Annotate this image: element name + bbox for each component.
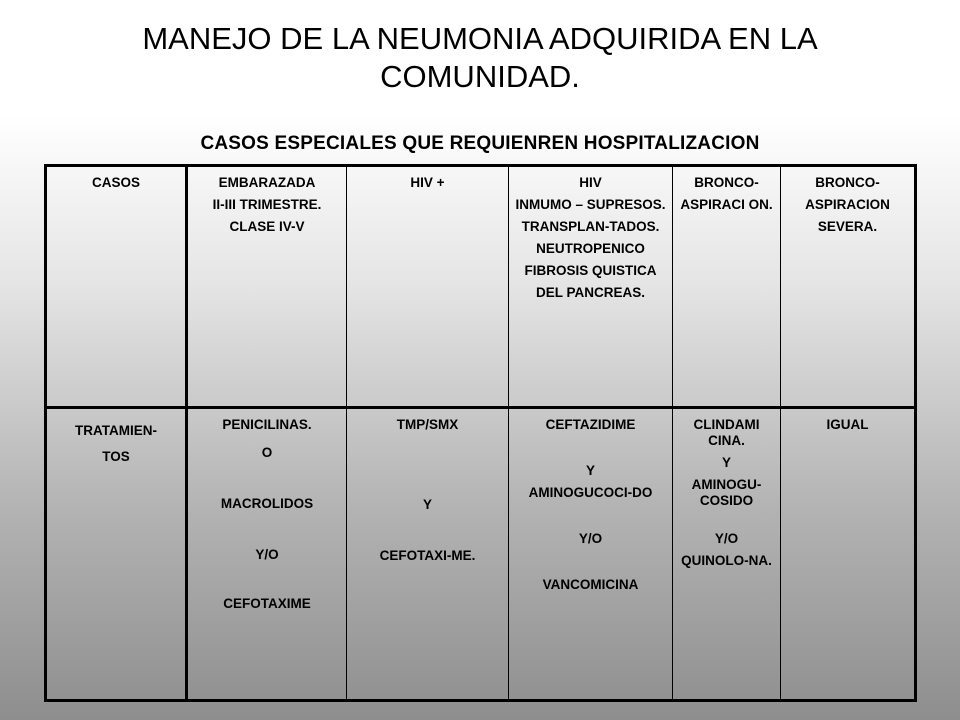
cell-line: CLINDAMI CINA. <box>693 417 760 448</box>
cell-line: TMP/SMX <box>396 417 459 432</box>
cell-tratamientos <box>46 408 187 701</box>
cell-line: ASPIRACI ON. <box>680 197 773 212</box>
cell-line: Y <box>721 455 731 470</box>
cell-line: SEVERA. <box>817 219 878 234</box>
cell-line: INMUMO – SUPRESOS. <box>515 197 666 212</box>
cell-line: QUINOLO-NA. <box>681 553 772 568</box>
cell-line: IGUAL <box>826 417 869 432</box>
slide-subtitle: CASOS ESPECIALES QUE REQUIENREN HOSPITALIZACION <box>200 133 760 154</box>
cell-line: HIV + <box>410 175 445 190</box>
cell-line: MACROLIDOS <box>220 496 314 511</box>
treatment-row <box>46 408 916 701</box>
cell-line: O <box>261 445 273 460</box>
cell-line: AMINOGU-COSIDO <box>691 477 762 508</box>
cell-casos <box>46 166 187 408</box>
cell-tx-hiv-plus <box>347 408 509 701</box>
cell-line: AMINOGUCOCI-DO <box>528 485 653 500</box>
cell-line: CEFOTAXIME <box>223 596 311 611</box>
cell-tx-igual <box>781 408 916 701</box>
cell-line: Y <box>422 497 432 512</box>
cell-line: TRANSPLAN-TADOS. <box>521 219 660 234</box>
cell-line: TOS <box>102 449 130 464</box>
cell-line: CEFOTAXI-ME. <box>379 548 476 563</box>
cell-line: Y/O <box>255 547 279 562</box>
cell-line: Y <box>585 463 595 478</box>
cell-broncoaspiracion <box>673 166 781 408</box>
cell-embarazada <box>187 166 347 408</box>
cell-broncoaspiracion-severa <box>781 166 916 408</box>
cell-line: Y/O <box>714 531 739 546</box>
cell-line: FIBROSIS QUISTICA <box>524 263 657 278</box>
cell-line: CEFTAZIDIME <box>545 417 636 432</box>
cell-line: TRATAMIEN- <box>75 423 157 438</box>
cell-line: Y/O <box>578 531 603 546</box>
cases-header-row <box>46 166 916 408</box>
cell-line: VANCOMICINA <box>542 577 639 592</box>
cell-line: II-III TRIMESTRE. <box>212 197 322 212</box>
cell-line: CASOS <box>91 175 140 190</box>
cases-table <box>44 164 917 702</box>
cell-line: HIV <box>579 175 602 190</box>
cell-line: DEL PANCREAS. <box>535 285 645 300</box>
cell-tx-broncoaspiracion <box>673 408 781 701</box>
cell-line: EMBARAZADA <box>218 175 316 190</box>
cell-tx-hiv-inmunosupresos <box>509 408 673 701</box>
slide-title: MANEJO DE LA NEUMONIA ADQUIRIDA EN LA COMUNIDAD. <box>142 21 818 94</box>
cell-line: CLASE IV-V <box>229 219 305 234</box>
cell-line: NEUTROPENICO <box>536 241 645 256</box>
cell-tx-embarazada <box>187 408 347 701</box>
cell-line: PENICILINAS. <box>222 417 312 432</box>
cell-hiv-plus <box>347 166 509 408</box>
cell-line: BRONCO- <box>694 175 759 190</box>
cell-line: ASPIRACION <box>805 197 890 212</box>
cell-hiv-inmunosupresos <box>509 166 673 408</box>
cell-line: BRONCO- <box>815 175 880 190</box>
